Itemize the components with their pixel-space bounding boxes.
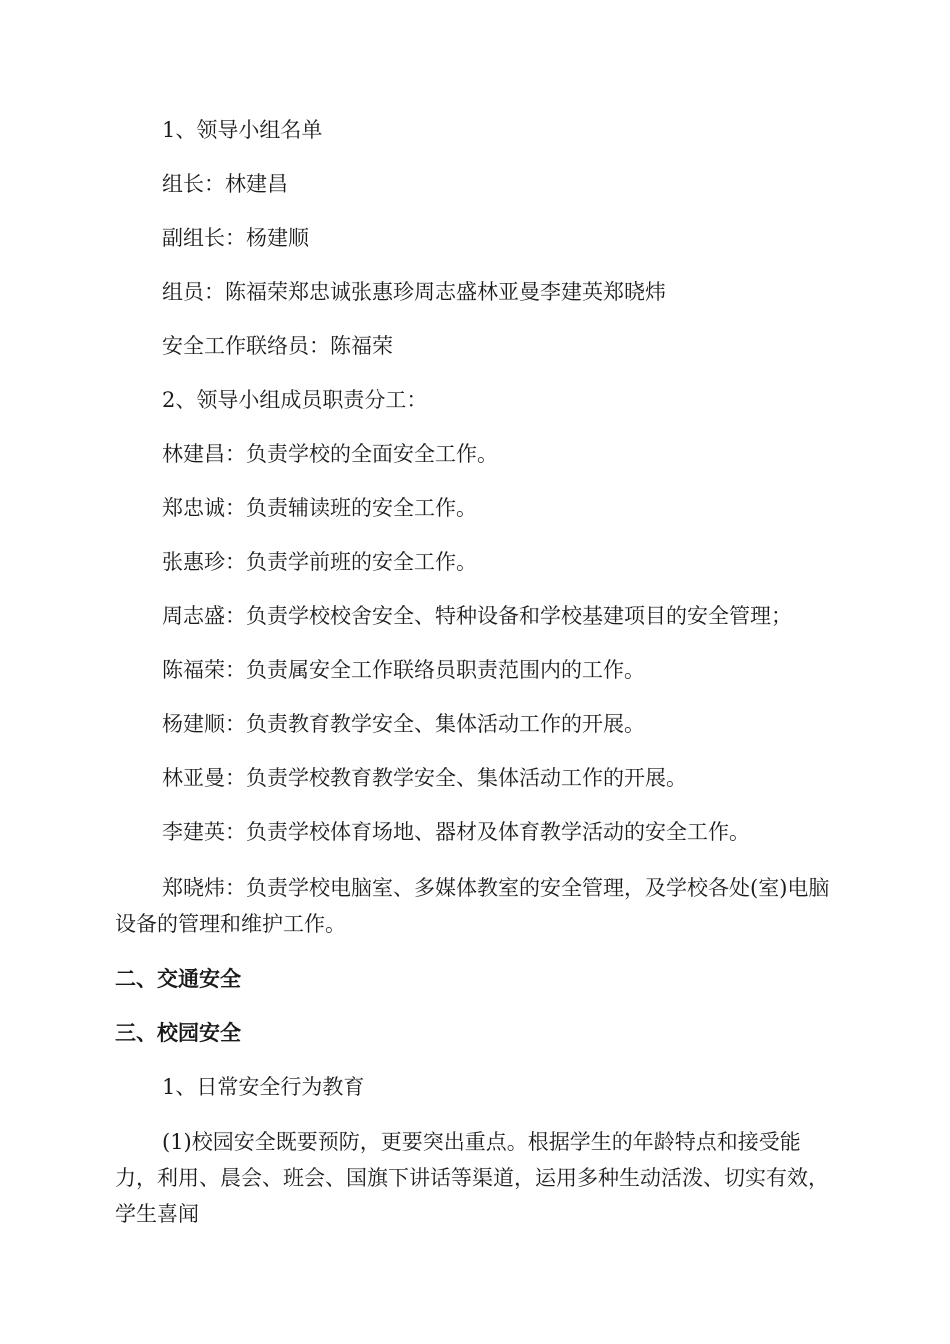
duty-line: 郑忠诚：负责辅读班的安全工作。 <box>162 496 477 520</box>
deputy-leader-line: 副组长：杨建顺 <box>162 226 309 250</box>
duty-line: 陈福荣：负责属安全工作联络员职责范围内的工作。 <box>162 658 645 682</box>
group-members-line: 组员：陈福荣郑忠诚张惠珍周志盛林亚曼李建英郑晓炜 <box>162 280 666 304</box>
duty-line: 张惠珍：负责学前班的安全工作。 <box>162 550 477 574</box>
section-heading-traffic: 二、交通安全 <box>115 967 241 991</box>
duties-heading: 2、领导小组成员职责分工： <box>162 388 428 412</box>
leader-group-list-heading: 1、领导小组名单 <box>162 118 323 142</box>
duty-line: 林建昌：负责学校的全面安全工作。 <box>162 442 498 466</box>
duty-line: 周志盛：负责学校校舍安全、特种设备和学校基建项目的安全管理； <box>162 604 792 628</box>
duty-paragraph-zheng: 郑晓炜：负责学校电脑室、多媒体教室的安全管理，及学校各处(室)电脑设备的管理和维护工作。 <box>115 876 830 936</box>
paragraph-daily-safety: (1)校园安全既要预防，更要突出重点。根据学生的年龄特点和接受能力，利用、晨会、班会、国旗下讲话等渠道，运用多种生动活泼、切实有效，学生喜闻 <box>115 1130 829 1226</box>
group-leader-line: 组长：林建昌 <box>162 172 288 196</box>
section-heading-campus: 三、校园安全 <box>115 1021 241 1045</box>
duty-line: 林亚曼：负责学校教育教学安全、集体活动工作的开展。 <box>162 766 687 790</box>
duty-line: 李建英：负责学校体育场地、器材及体育教学活动的安全工作。 <box>162 820 750 844</box>
duty-line: 杨建顺：负责教育教学安全、集体活动工作的开展。 <box>162 712 645 736</box>
safety-liaison-line: 安全工作联络员：陈福荣 <box>162 334 393 358</box>
subheading-daily-safety: 1、日常安全行为教育 <box>162 1075 365 1099</box>
